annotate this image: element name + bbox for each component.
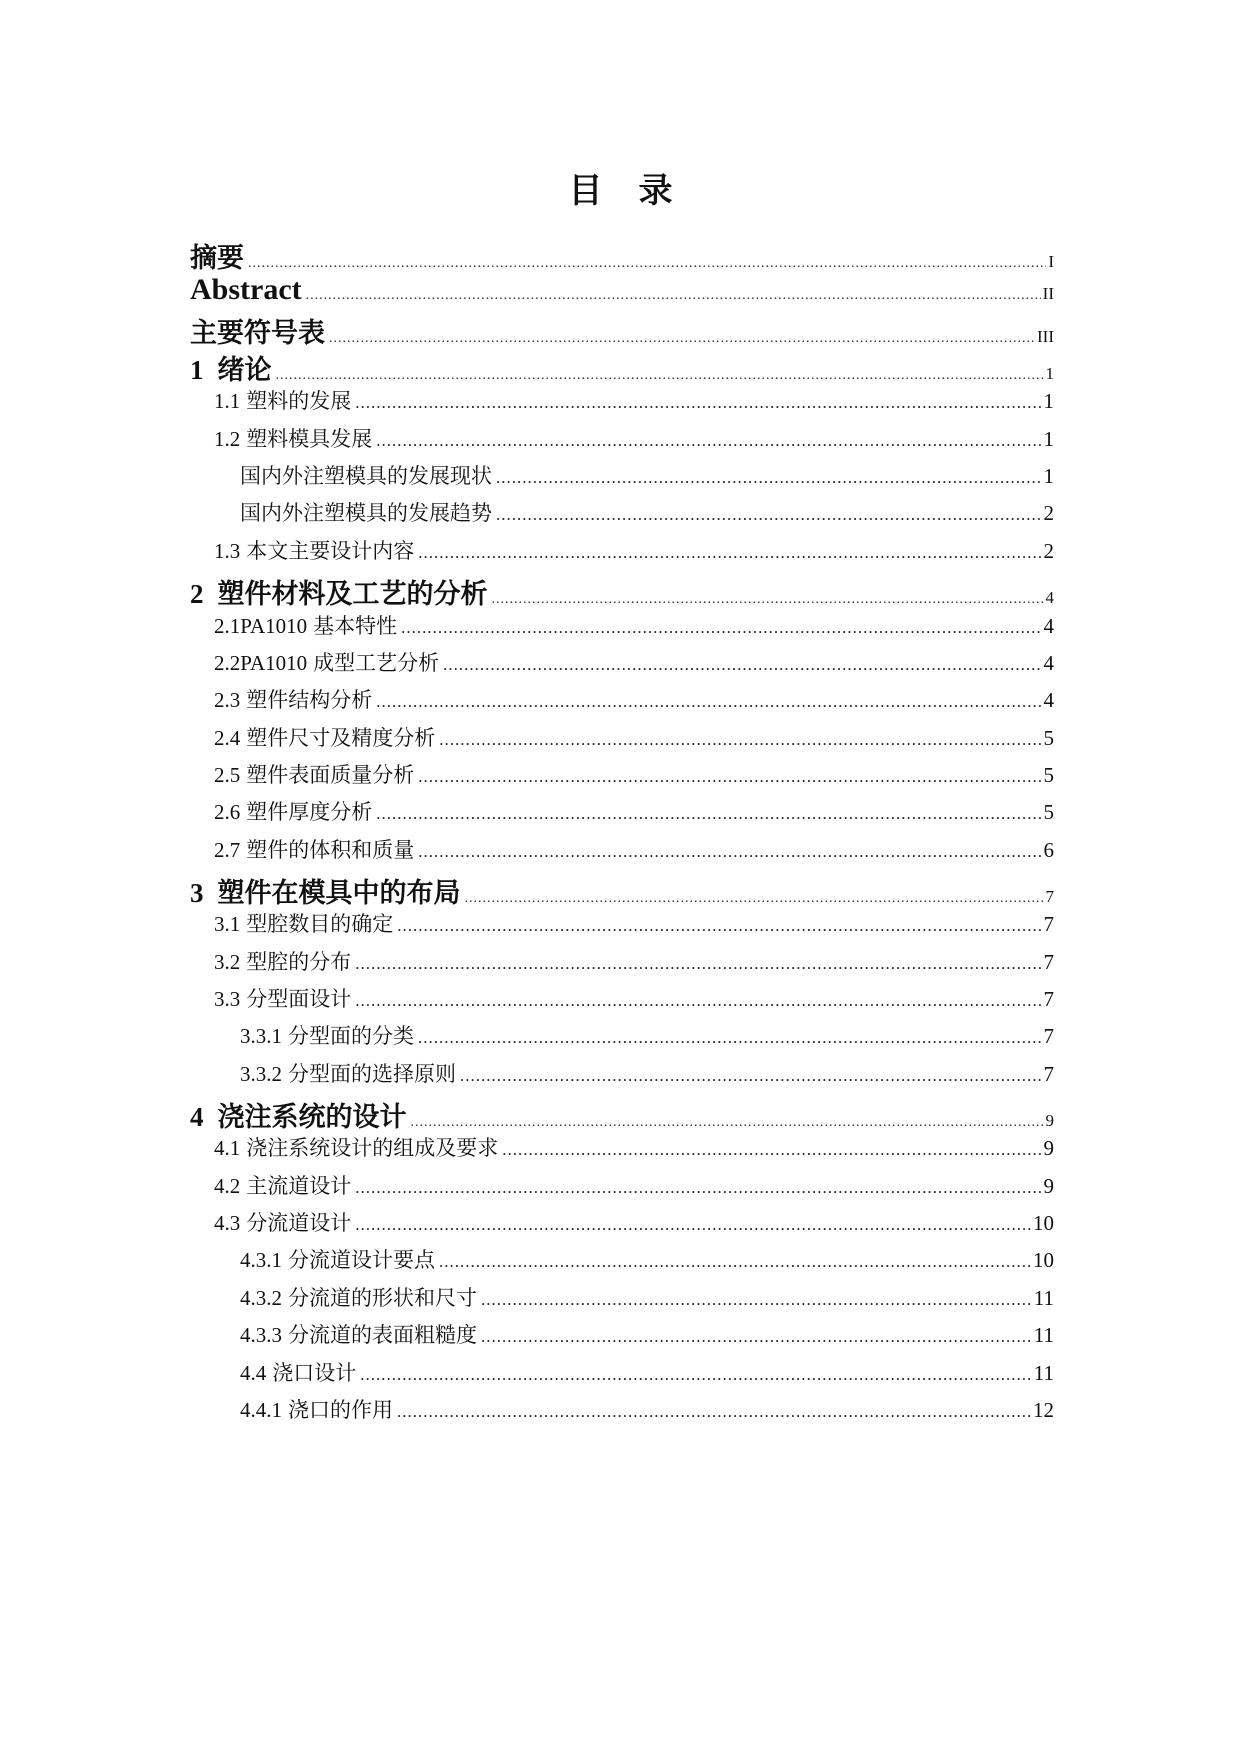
toc-dot-leader: [376, 692, 1041, 712]
toc-page-number: 2: [1043, 501, 1054, 526]
toc-entry-label: [240, 1282, 477, 1312]
toc-page-number: 9: [1043, 1173, 1054, 1198]
toc-entry-title: 分型面的分类: [288, 1024, 414, 1049]
toc-entry-label: [214, 684, 372, 714]
toc-entry-label: [214, 610, 397, 640]
toc-dot-leader: [376, 431, 1041, 451]
toc-entry[interactable]: [190, 348, 1054, 388]
toc-dot-leader: [443, 655, 1041, 675]
toc-entry-number: 2.7: [214, 837, 241, 862]
toc-entry-label: [214, 1170, 351, 1200]
toc-dot-leader: [276, 368, 1044, 384]
toc-dot-leader: [502, 1140, 1041, 1160]
toc-page-number: 7: [1045, 886, 1054, 906]
toc-entry-label: [214, 983, 351, 1013]
toc-page-number: 11: [1033, 1285, 1054, 1310]
toc-entry[interactable]: [190, 834, 1054, 874]
page-title: [0, 172, 1241, 212]
toc-entry[interactable]: [190, 871, 1054, 911]
toc-entry-title: 型腔数目的确定: [246, 912, 394, 937]
toc-entry-number: 3.2: [214, 949, 241, 974]
toc-entry[interactable]: [190, 983, 1054, 1023]
toc-entry[interactable]: [190, 1319, 1054, 1359]
toc-entry-number: 2.2PA1010: [214, 650, 308, 675]
toc-entry[interactable]: [190, 1095, 1054, 1135]
toc-entry-label: [190, 348, 272, 387]
toc-entry-label: [240, 1357, 356, 1387]
toc-page-number: 7: [1043, 1061, 1054, 1086]
toc-entry-number: 3.1: [214, 912, 241, 937]
toc-dot-leader: [481, 1290, 1032, 1310]
toc-entry[interactable]: [190, 908, 1054, 948]
toc-entry-number: 1.3: [214, 538, 241, 563]
toc-entry-number: 4.1: [214, 1136, 241, 1161]
toc-dot-leader: [355, 393, 1041, 413]
toc-entry-label: [240, 460, 492, 490]
toc-page-number: 4: [1043, 688, 1054, 713]
toc-page-number: 4: [1043, 650, 1054, 675]
toc-page-number: 1: [1043, 389, 1054, 414]
toc-page-number: 11: [1033, 1323, 1054, 1348]
toc-entry-number: 2.3: [214, 688, 241, 713]
toc-entry-title: 分流道设计: [246, 1211, 352, 1236]
toc-entry-label: [240, 497, 492, 527]
toc-entry-title: 塑件尺寸及精度分析: [246, 725, 436, 750]
toc-page-number: 1: [1043, 464, 1054, 489]
toc-entry[interactable]: [190, 1394, 1054, 1434]
toc-entry[interactable]: [190, 1244, 1054, 1284]
page-title-part-a: 目: [568, 173, 603, 210]
toc-entry-number: 4.3.3: [240, 1323, 282, 1348]
toc-entry-number: 1.1: [214, 389, 241, 414]
toc-dot-leader: [481, 1327, 1032, 1347]
toc-entry-label: [214, 423, 372, 453]
toc-entry[interactable]: [190, 722, 1054, 762]
toc-dot-leader: [465, 891, 1044, 907]
toc-entry-label: [214, 722, 435, 752]
toc-entry-number: 4.4: [240, 1360, 267, 1385]
toc-entry-title: 国内外注塑模具的发展现状: [240, 464, 492, 489]
toc-entry-title: 浇注系统的设计: [217, 1102, 407, 1133]
toc-entry-label: [240, 1244, 435, 1274]
toc-entry-title: 塑件在模具中的布局: [217, 877, 461, 908]
toc-entry-label: [190, 1095, 407, 1134]
toc-entry-number: 4.3.2: [240, 1285, 282, 1310]
toc-entry-title: 塑件材料及工艺的分析: [217, 579, 488, 610]
toc-entry-number: 2: [190, 579, 204, 610]
toc-entry-label: [240, 1319, 477, 1349]
toc-entry-label: [214, 946, 351, 976]
toc-entry-title: 浇口的作用: [288, 1397, 393, 1422]
toc-entry-title: 主流道设计: [246, 1173, 352, 1198]
toc-page-number: 7: [1043, 1024, 1054, 1049]
toc-entry[interactable]: [190, 273, 1054, 313]
toc-entry-title: Abstract: [190, 273, 302, 307]
toc-page-number: 10: [1033, 1211, 1054, 1236]
toc-page-number: 6: [1043, 837, 1054, 862]
toc-entry[interactable]: [190, 759, 1054, 799]
toc-entry[interactable]: [190, 647, 1054, 687]
toc-entry-number: 4: [190, 1102, 204, 1133]
toc-page-number: II: [1042, 284, 1054, 304]
toc-page-number: 4: [1045, 588, 1054, 608]
toc-entry-label: [214, 1207, 351, 1237]
toc-dot-leader: [360, 1365, 1032, 1385]
toc-entry-title: 本文主要设计内容: [246, 538, 415, 563]
toc-dot-leader: [411, 1115, 1044, 1131]
toc-entry-label: [190, 236, 244, 275]
toc-entry-title: 塑件的体积和质量: [246, 837, 415, 862]
toc-entry[interactable]: [190, 572, 1054, 612]
toc-entry[interactable]: [190, 1170, 1054, 1210]
toc-entry-number: 3.3.1: [240, 1024, 282, 1049]
toc-entry-title: 国内外注塑模具的发展趋势: [240, 501, 492, 526]
toc-entry-number: 1: [190, 355, 204, 386]
toc-page-number: I: [1048, 252, 1054, 271]
toc-entry[interactable]: [190, 497, 1054, 537]
toc-page-number: 2: [1043, 538, 1054, 563]
toc-dot-leader: [397, 916, 1041, 936]
toc-dot-leader: [355, 1215, 1031, 1235]
toc-page-number: 11: [1033, 1360, 1054, 1385]
toc-entry[interactable]: [190, 684, 1054, 724]
toc-entry-title: 主要符号表: [190, 317, 325, 348]
toc-entry-label: [214, 834, 414, 864]
toc-dot-leader: [329, 331, 1035, 347]
toc-dot-leader: [355, 954, 1041, 974]
toc-entry[interactable]: [190, 385, 1054, 425]
toc-dot-leader: [439, 1252, 1031, 1272]
toc-entry-title: 绪论: [217, 355, 272, 386]
toc-entry-title: 塑件表面质量分析: [246, 762, 415, 787]
toc-entry-title: 型腔的分布: [246, 949, 352, 974]
toc-entry-number: 3.3: [214, 987, 241, 1011]
toc-dot-leader: [397, 1402, 1031, 1422]
toc-dot-leader: [496, 468, 1042, 488]
toc-entry-title: 成型工艺分析: [313, 650, 440, 675]
toc-page-number: 1: [1045, 364, 1054, 384]
toc-entry-label: [190, 311, 325, 350]
toc-entry[interactable]: [190, 236, 1054, 276]
toc-dot-leader: [439, 730, 1041, 750]
toc-entry-title: 塑料模具发展: [246, 426, 373, 451]
toc-entry-title: 塑料的发展: [246, 389, 352, 414]
toc-entry-title: 基本特性: [313, 613, 398, 638]
toc-entry[interactable]: [190, 535, 1054, 575]
toc-page-number: 4: [1043, 613, 1054, 638]
toc-page-number: 9: [1045, 1111, 1054, 1131]
toc-entry-label: [214, 385, 351, 415]
toc-dot-leader: [376, 804, 1041, 824]
toc-entry-title: 分型面设计: [246, 987, 352, 1011]
toc-entry[interactable]: [190, 1132, 1054, 1172]
toc-page-number: 5: [1043, 762, 1054, 787]
toc-entry[interactable]: [190, 946, 1054, 986]
toc-entry[interactable]: [190, 1207, 1054, 1247]
toc-entry-number: 2.4: [214, 725, 241, 750]
toc-entry-title: 分流道的形状和尺寸: [288, 1285, 477, 1310]
toc-page-number: 5: [1043, 800, 1054, 825]
toc-entry[interactable]: [190, 1058, 1054, 1098]
toc-entry-label: [214, 535, 414, 565]
toc-entry-label: [214, 759, 414, 789]
toc-entry-title: 浇口设计: [272, 1360, 357, 1385]
toc-entry-label: [240, 1394, 393, 1424]
toc-entry-title: 分型面的选择原则: [288, 1061, 456, 1086]
toc-entry-number: 2.6: [214, 800, 241, 825]
toc-entry-label: [214, 908, 393, 938]
toc-entry-label: [240, 1058, 456, 1088]
toc-entry-number: 4.3.1: [240, 1248, 282, 1273]
toc-dot-leader: [248, 256, 1046, 272]
toc-entry-title: 塑件厚度分析: [246, 800, 373, 825]
toc-entry[interactable]: [190, 1282, 1054, 1322]
toc-entry-label: [190, 871, 461, 910]
toc-entry[interactable]: [190, 796, 1054, 836]
toc-entry-number: 4.4.1: [240, 1397, 282, 1422]
toc-dot-leader: [418, 842, 1041, 862]
toc-dot-leader: [418, 543, 1041, 563]
toc-entry[interactable]: [190, 1357, 1054, 1397]
toc-entry-number: 3.3.2: [240, 1061, 282, 1086]
toc-dot-leader: [496, 505, 1042, 525]
toc-entry-title: 浇注系统设计的组成及要求: [246, 1136, 499, 1161]
toc-entry-number: 4.2: [214, 1173, 241, 1198]
toc-entry[interactable]: [190, 1020, 1054, 1060]
toc-entry-label: [240, 1020, 414, 1050]
toc-page-number: 12: [1033, 1397, 1054, 1422]
toc-entry-label: [214, 796, 372, 826]
toc-entry-title: 分流道设计要点: [288, 1248, 435, 1273]
toc-dot-leader: [418, 767, 1041, 787]
toc-page-number: 10: [1033, 1248, 1054, 1273]
toc-entry[interactable]: [190, 460, 1054, 500]
toc-dot-leader: [306, 288, 1041, 304]
toc-page-number: 7: [1043, 987, 1054, 1011]
toc-page-number: III: [1037, 326, 1054, 346]
toc-page-number: 5: [1043, 725, 1054, 750]
toc-dot-leader: [492, 592, 1044, 608]
toc-entry-number: 4.3: [214, 1211, 241, 1236]
toc-dot-leader: [418, 1028, 1042, 1048]
toc-entry[interactable]: [190, 610, 1054, 650]
toc-entry-number: 3: [190, 877, 204, 908]
toc-entry-number: 2.5: [214, 762, 241, 787]
toc-entry[interactable]: [190, 311, 1054, 351]
toc-dot-leader: [401, 618, 1041, 638]
toc-page-number: 1: [1043, 426, 1054, 451]
toc-entry-label: [214, 647, 439, 677]
toc-page-number: 7: [1043, 912, 1054, 937]
toc-entry-label: [190, 273, 302, 307]
toc-page-number: 7: [1043, 949, 1054, 974]
toc-entry-label: [190, 572, 488, 611]
toc-dot-leader: [355, 1178, 1041, 1198]
toc-entry-label: [214, 1132, 498, 1162]
toc-entry-title: 摘要: [190, 243, 244, 273]
toc-dot-leader: [460, 1066, 1042, 1086]
toc-entry-title: 分流道的表面粗糙度: [288, 1323, 477, 1348]
toc-dot-leader: [355, 991, 1041, 1011]
toc-entry-title: 塑件结构分析: [246, 688, 373, 713]
toc-page-number: 9: [1043, 1136, 1054, 1161]
toc-entry-number: 2.1PA1010: [214, 613, 308, 638]
page-title-part-b: 录: [638, 173, 673, 210]
toc-entry-number: 1.2: [214, 426, 241, 451]
toc-entry[interactable]: [190, 423, 1054, 463]
